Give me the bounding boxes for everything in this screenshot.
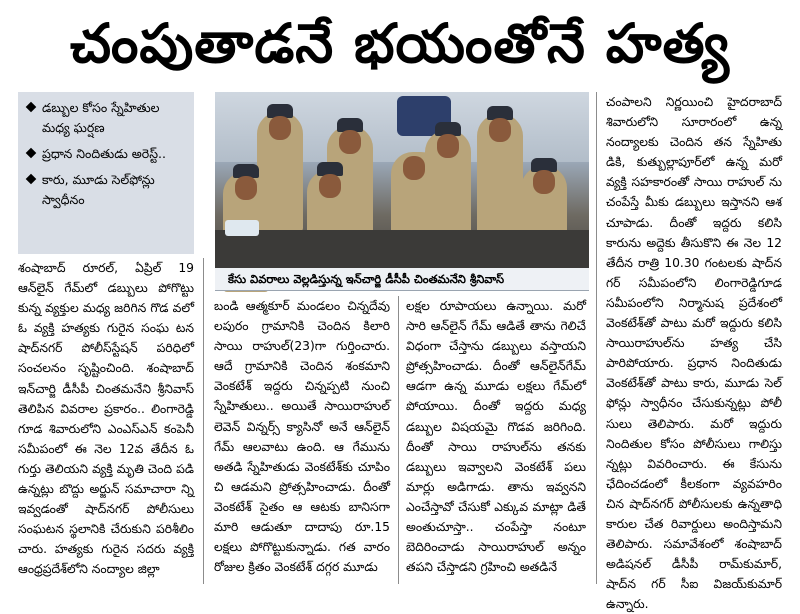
highlights-box [18, 92, 194, 254]
highlight-item [26, 170, 188, 210]
standing-officer [477, 114, 523, 234]
photo-caption: కేసు వివరాలు వెల్లడిస్తున్న ఇన్‌చార్జి డీసీపీ చింతమనేని శ్రీనివాస్ [228, 272, 505, 286]
highlight-text: ప్రధాన నిందితుడు అరెస్ట్.. [42, 146, 166, 161]
column-divider [203, 258, 204, 584]
article-column-3: లక్షల రూపాయలు ఉన్నాయి. మరో సారి ఆన్‌లైన్ గేమ్ ఆడితే తాను గెలిచే విధంగా చేస్తాను డబ్బులు వస్తాయని ప్రోత్సహించాడు. దీంతో ఆన్‌లైన్‌గేమ్ ఆడగా ఉన్న మూడు లక్షలు గేమ్‌లో పోయాయి. దీంతో ఇద్దరు మధ్య డబ్బుల విషయమై గొడవ జరిగింది. దీంతో సాయి రాహుల్‌ను తనకు డబ్బులు ఇవ్వాలని వెంకటేశ్ పలు మార్లు అడిగాడు. తాను ఇవ్వనని ఎంచేస్తావో చేసుకో ఎక్కువ మాట్లా డితే అంతుచూస్తా.. చంపేస్తా నంటూ బెదిరించాడు సాయిరాహుల్ అన్నం తపని చేస్తాడని గ్రహించి అతడినే [406, 299, 586, 575]
highlight-text: డబ్బుల కోసం స్నేహితుల మధ్య ఘర్షణ [42, 100, 160, 135]
headline: చంపుతాడనే భయంతోనే హత్య [70, 12, 730, 75]
diamond-bullet-icon [26, 174, 37, 185]
article-column-2: బండి ఆత్మకూర్ మండలం చిన్నదేవు లపురం గ్రామానికి చెందిన కిలారి సాయి రాహుల్(23)గా గుర్తించారు. ఆదే గ్రామానికి చెందిన శంకమాని వెంకటేశ్ ఇద్దరు చిన్నప్పటి నుంచి స్నేహితులు.. అయితే సాయిరాహుల్ లెవెన్ విన్నర్స్ క్యాసినో అనే ఆన్‌లైన్ గేమ్ ఆలవాటు ఉంది. ఆ గేమును అతడి స్నేహితుడు వెంకటేశ్‌కు చూపిం చి ఆడమని ప్రోత్సహించాడు. దీంతో వెంకటేశ్ సైతం ఆ ఆటకు బానిసగా మారి ఆడుతూ దాదాపు రూ.15 లక్షలు పోగొట్టుకున్నాడు. గత వారం రోజుల క్రితం వెంకటేశ్ దగ్గర మూడు [214, 299, 390, 575]
article-column-1: శంషాబాద్ రూరల్, ఏప్రిల్ 19 ఆన్‌లైన్ గేమ్‌లో డబ్బులు పోగొట్టు కున్న వ్యక్తుల మధ్య జరిగిన గొడ వలో ఓ వ్యక్తి హత్యకు గురైన సంఘ టన షాద్‌నగర్ పోలీస్‌స్టేషన్ పరిధిలో సంచలనం సృష్టించింది. శంషాబాద్ ఇన్‌చార్జి డీసీపీ చింతమనేని శ్రీనివాస్ తెలిపిన వివరాల ప్రకారం.. లింగారెడ్డి గూడ శివారులోని ఎంఎస్ఎన్ కంపెనీ సమీపంలో ఈ నెల 12వ తేదీన ఓ గుర్తు తెలియని వ్యక్తి మృతి చెంది పడి ఉన్నట్లు బొద్దు అర్జున్ సమాచారా న్ని ఇవ్వడంతో షాద్‌నగర్ పోలీసులు సంఘటన స్థలానికి చేరుకుని పరిశీలిం చారు. హత్యకు గురైన సదరు వ్యక్తి ఆంధ్రప్రదేశ్‌లోని నంద్యాల జిల్లా [18, 261, 194, 577]
highlight-item [26, 144, 188, 164]
highlight-item [26, 98, 188, 138]
column-divider [398, 296, 399, 584]
article-column-4: చంపాలని నిర్ణయించి హైదరాబాద్ శివారులోని సూరారంలో ఉన్న నంద్యాలకు చెందిన తన స్నేహితు డికి, కుత్బుల్లాపూర్‌లో ఉన్న మరో వ్యక్తి సహకారంతో సాయి రాహుల్ ను చంపేస్తే మీకు డబ్బులు ఇస్తానని ఆశ చూపాడు. దీంతో ఇద్దరు కలిసి కారును అద్దెకు తీసుకొని ఈ నెల 12 తేదీన రాత్రి 10.30 గంటలకు షాద్‌న గర్ సమీపంలోని లింగారెడ్డిగూడ సమీపంలోని నిర్మానుష ప్రదేశంలో వెంకటేశ్‌తో పాటు మరో ఇద్దురు కలిసి సాయిరాహుల్‌ను హత్య చేసి పారిపోయారు. ప్రధాన నిందితుడు వెంకటేశ్‌తో పాటు కారు, మూడు సెల్ ఫోన్లు స్వాధీనం చేసుకున్నట్లు పోలీ సులు తెలిపారు. మరో ఇద్దురు నిందితుల కోసం పోలీసులు గాలిస్తు న్నట్లు వివరించారు. ఈ కేసును ఛేదించడంలో కీలకంగా వ్యవహరిం చిన షాద్‌నగర్ పోలీసులకు ఉన్నతాధి కారుల చేత రివార్డులు అందిస్తామని తెలిపారు. సమావేశంలో శంషాబాద్ అడిషనల్ డీసీపీ రామ్‌కుమార్, షాద్‌న గర్ సీఐ విజయ్‌కుమార్ ఉన్నారు. [606, 95, 782, 612]
diamond-bullet-icon [26, 148, 37, 159]
water-bottles [225, 220, 259, 236]
diamond-bullet-icon [26, 102, 37, 113]
column-divider [596, 92, 597, 584]
press-meet-photo [215, 92, 589, 268]
highlight-text: కారు, మూడు సెల్‌ఫోన్లు స్వాధీనం [42, 172, 155, 207]
press-table [215, 230, 589, 268]
